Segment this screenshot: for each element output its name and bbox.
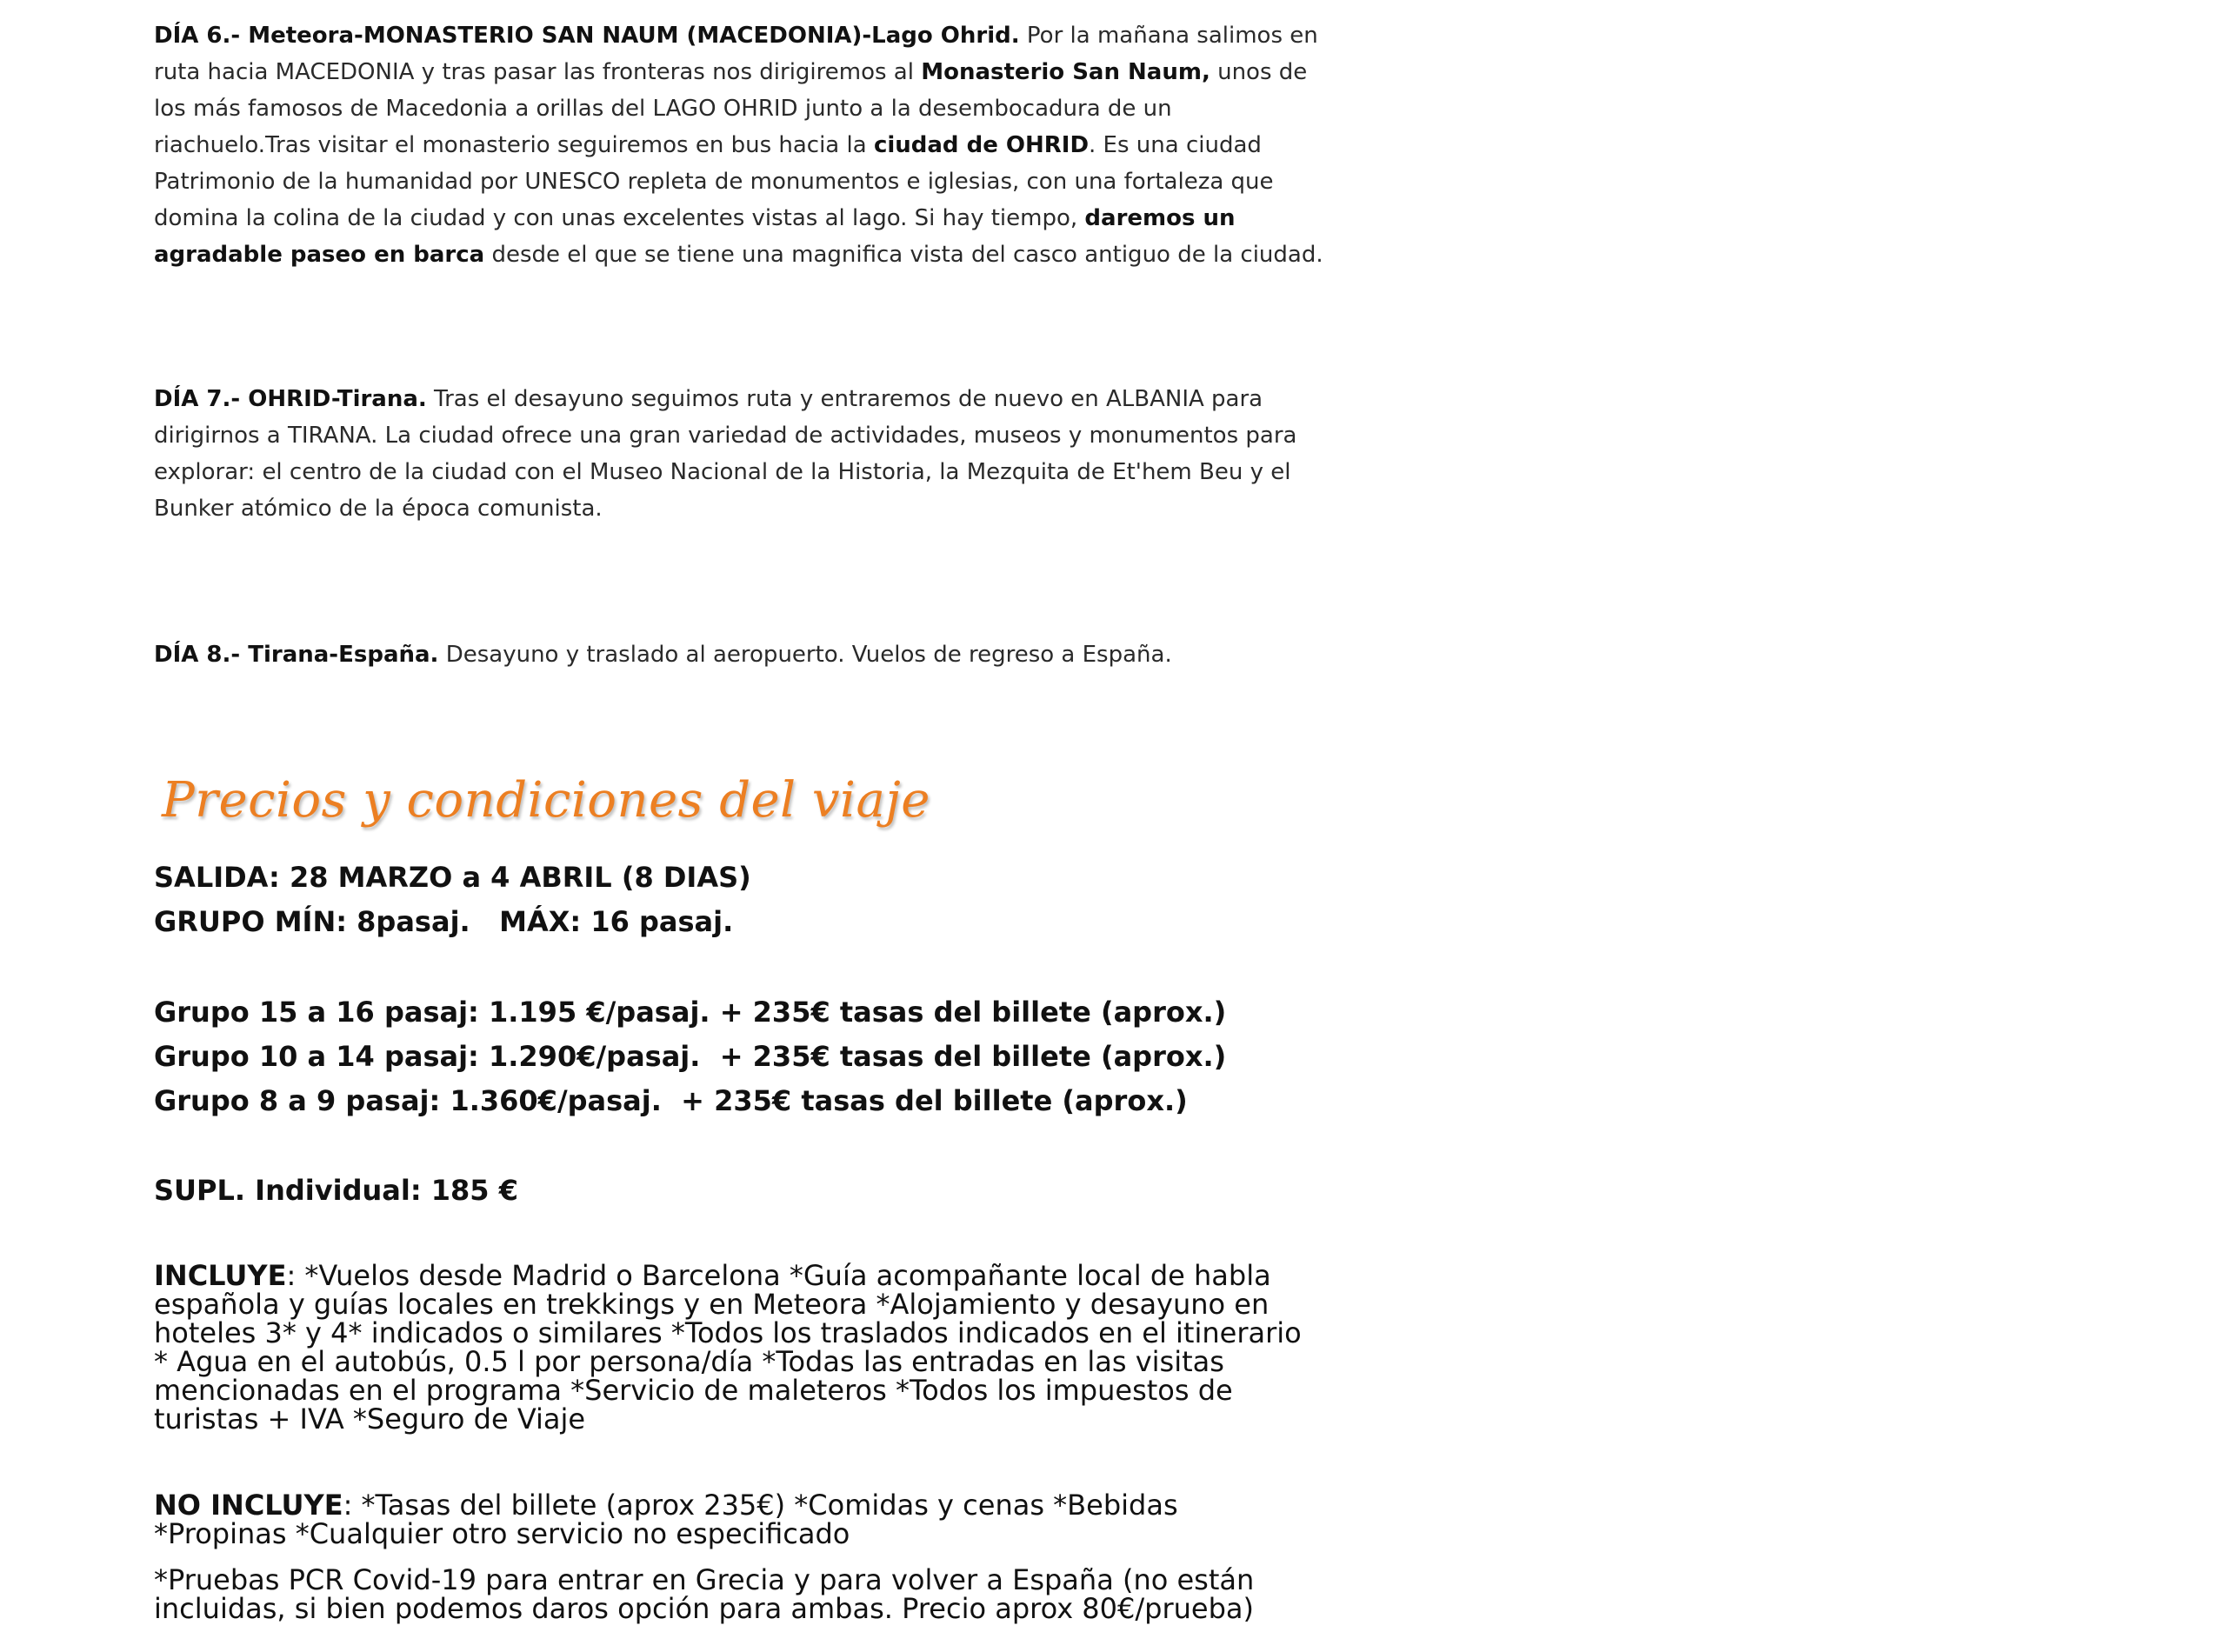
includes-text: : *Vuelos desde Madrid o Barcelona *Guía acompañante local de habla española y guías locales en trekkings y en Meteora *Alojamiento y desayuno en hoteles 3* y 4* indicados o similares *Todos los traslados indicados en el itinerario * Agua en el autobús, 0.5 l por persona/día *Todas las entradas en las visitas mencionadas en el programa *Servicio de maleteros *Todos los impuestos de turistas + IVA *Seguro de Viaje	[154, 1259, 1302, 1436]
day-8-text: Desayuno y traslado al aeropuerto. Vuelos de regreso a España.	[445, 642, 1172, 668]
group-size: GRUPO MÍN: 8pasaj. MÁX: 16 pasaj.	[154, 905, 734, 938]
includes-label: INCLUYE	[154, 1259, 287, 1292]
day-7-text: Tras el desayuno seguimos ruta y entraremos de nuevo en ALBANIA para dirigirnos a TIRANA. La ciudad ofrece una gran variedad de actividades, museos y monumentos para explorar: el centro de la ciudad con el Museo Nacional de la Historia, la Mezquita de Et'hem Beu y el Bunker atómico de la época comunista.	[154, 386, 1297, 522]
day-6-bold-3: daremos un agradable paseo en barca	[154, 205, 1236, 268]
single-supplement: SUPL. Individual: 185 €	[154, 1174, 518, 1207]
pcr-tests-note: *Pruebas PCR Covid-19 para entrar en Grecia y para volver a España (no están incluidas, si bien podemos daros opción para ambas. Precio aprox 80€/prueba)	[154, 1563, 1255, 1625]
price-row: Grupo 8 a 9 pasaj: 1.360€/pasaj. + 235€ tasas del billete (aprox.)	[154, 1084, 1188, 1117]
day-8-paragraph	[154, 636, 1328, 673]
day-6-text-3: . Es una ciudad Patrimonio de la humanidad por UNESCO repleta de monumentos e iglesias, con una fortaleza que domina la colina de la ciudad y con unas excelentes vistas al lago. Si hay tiempo,	[154, 132, 1274, 231]
price-row: Grupo 15 a 16 pasaj: 1.195 €/pasaj. + 235€ tasas del billete (aprox.)	[154, 996, 1227, 1029]
includes-block	[154, 1259, 1310, 1436]
day-6-bold-2: ciudad de OHRID	[873, 132, 1090, 158]
day-6-heading: DÍA 6.- Meteora-MONASTERIO SAN NAUM (MACEDONIA)-Lago Ohrid.	[154, 23, 1020, 49]
day-8-heading: DÍA 8.- Tirana-España.	[154, 642, 439, 668]
day-6-text-2: unos de los más famosos de Macedonia a orillas del LAGO OHRID junto a la desembocadura de un riachuelo.Tras visitar el monasterio seguiremos en bus hacia la	[154, 59, 1308, 158]
day-6-paragraph	[154, 17, 1328, 273]
not-included-text: : *Tasas del billete (aprox 235€) *Comidas y cenas *Bebidas *Propinas *Cualquier otro servicio no especificado	[154, 1489, 1178, 1550]
day-6-text-1: Por la mañana salimos en ruta hacia MACEDONIA y tras pasar las fronteras nos dirigiremos al	[154, 23, 1318, 85]
not-included-block	[154, 1491, 1310, 1549]
departure-dates: SALIDA: 28 MARZO a 4 ABRIL (8 DIAS)	[154, 861, 751, 894]
day-6-text-4: desde el que se tiene una magnifica vista del casco antiguo de la ciudad.	[491, 242, 1323, 268]
day-7-heading: DÍA 7.- OHRID-Tirana.	[154, 386, 427, 412]
price-row: Grupo 10 a 14 pasaj: 1.290€/pasaj. + 235€ tasas del billete (aprox.)	[154, 1040, 1227, 1073]
day-6-bold-1: Monasterio San Naum,	[921, 59, 1210, 85]
section-title: Precios y condiciones del viaje	[162, 772, 930, 829]
day-7-paragraph	[154, 381, 1328, 527]
not-included-label: NO INCLUYE	[154, 1489, 343, 1522]
